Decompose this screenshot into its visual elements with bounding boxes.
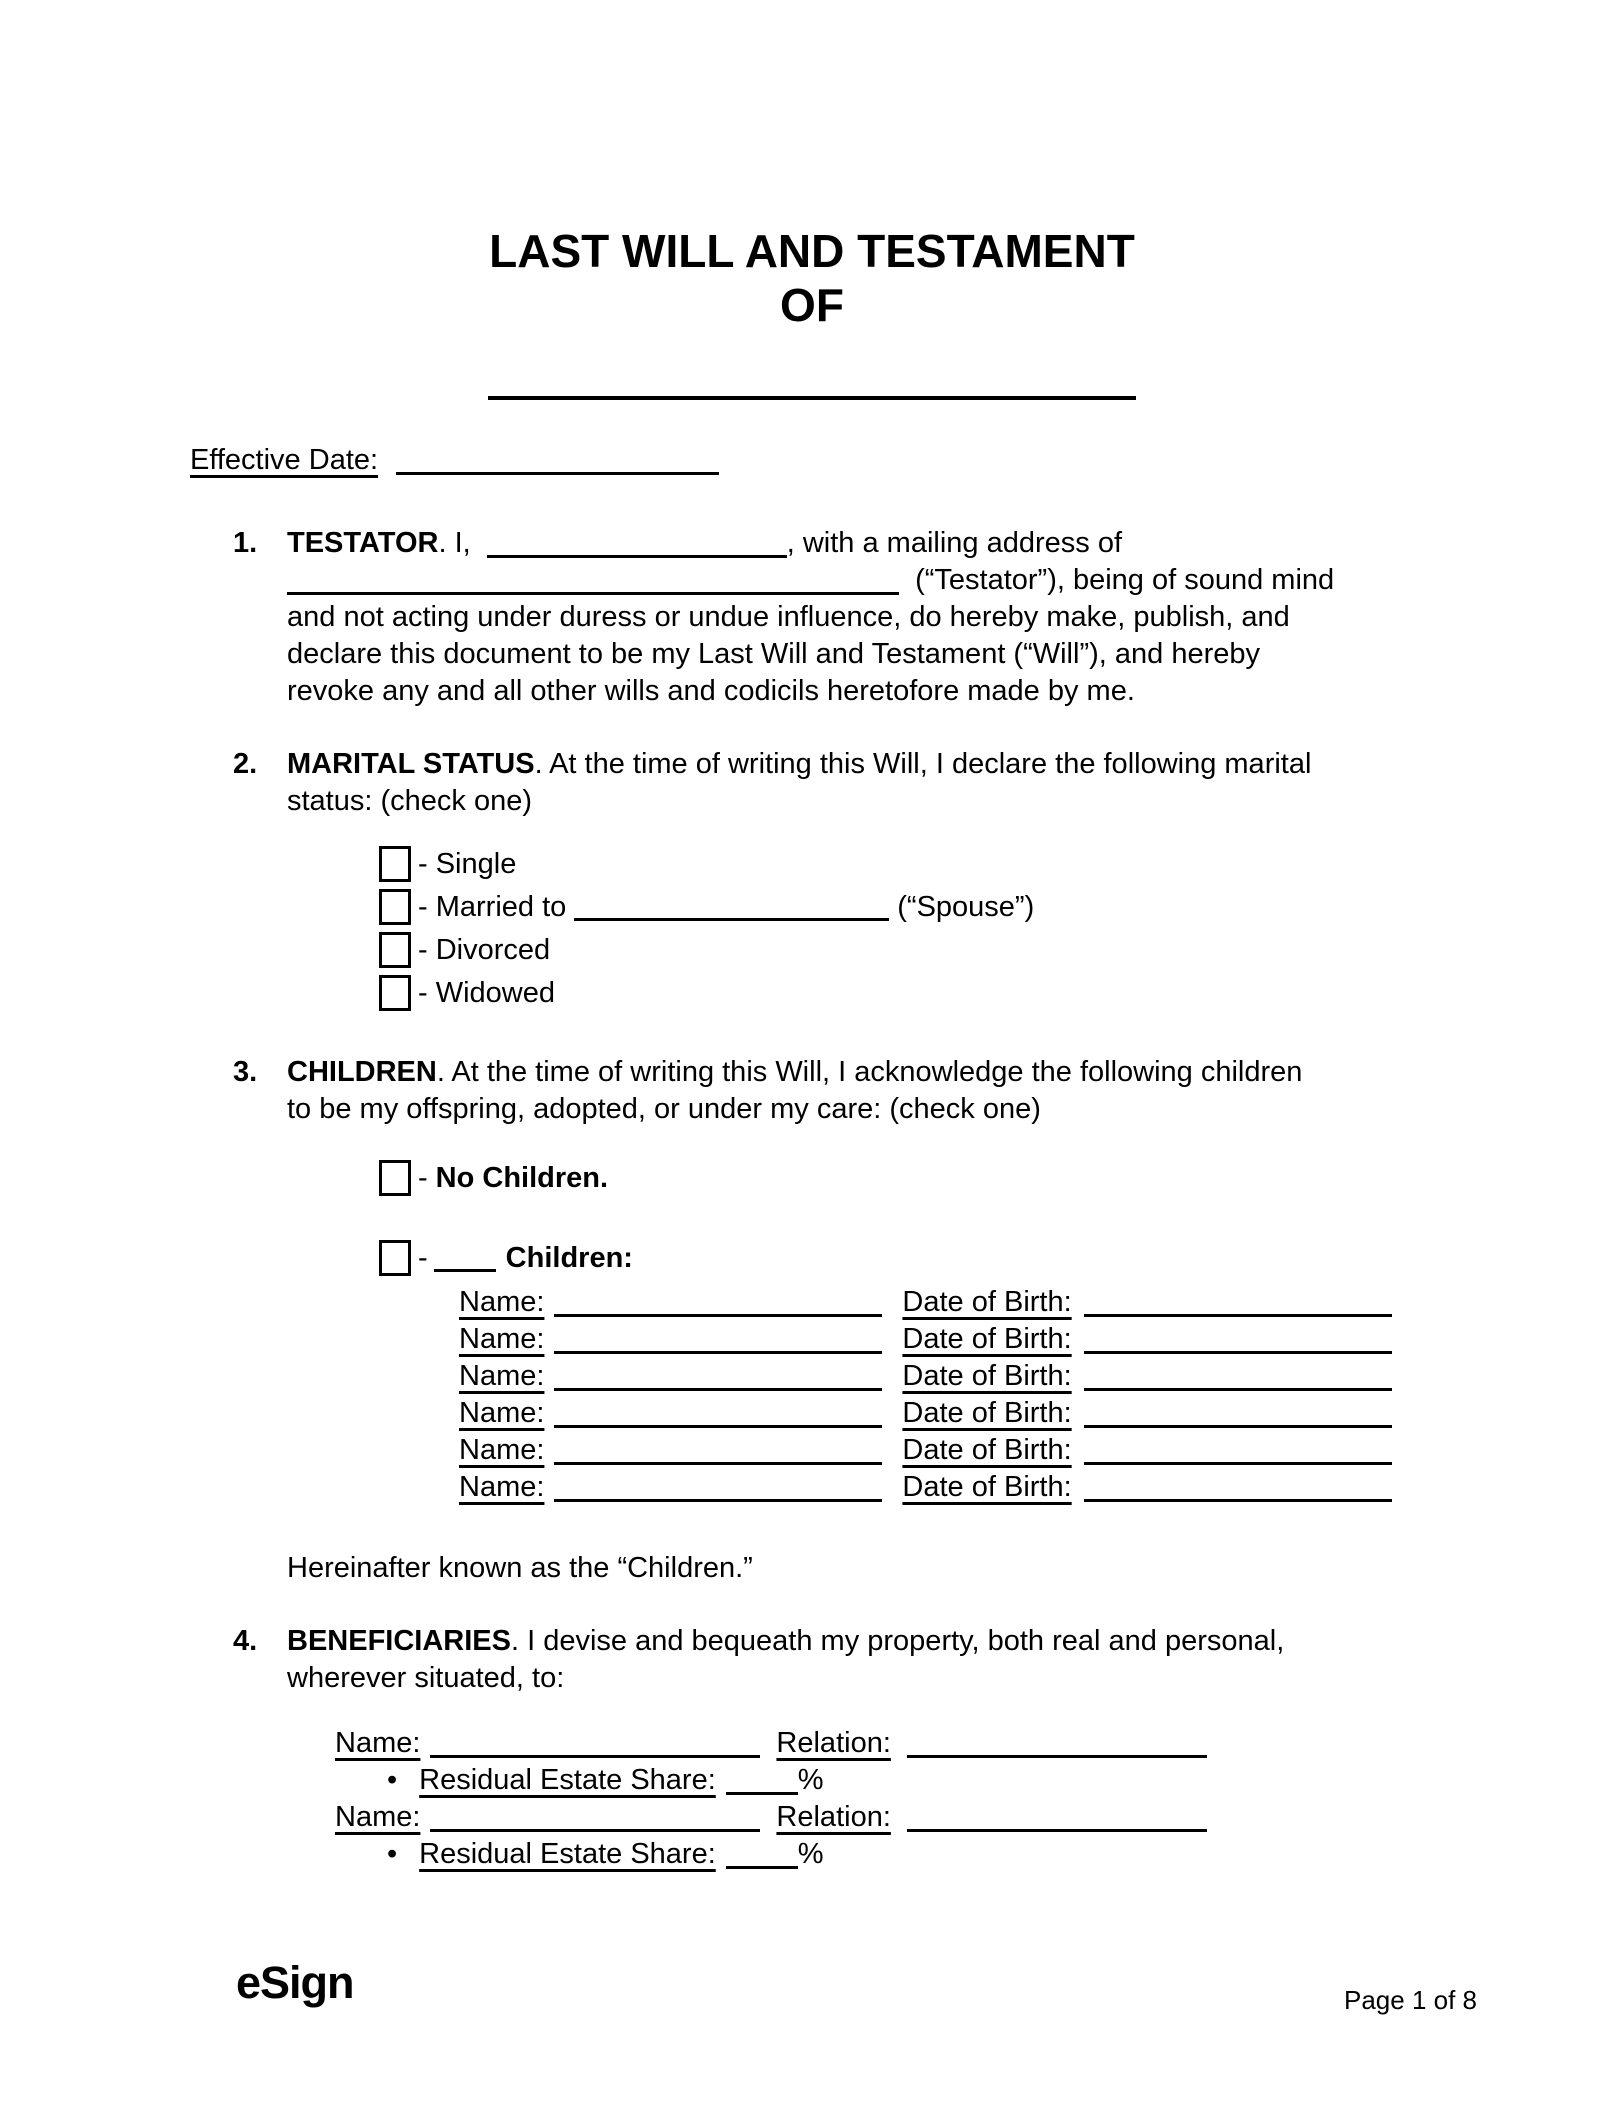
section-number: 4. — [233, 1625, 258, 1657]
beneficiary-name-blank[interactable] — [430, 1731, 760, 1758]
beneficiary-relation-label: Relation: — [776, 1801, 891, 1833]
testator-line-2 — [287, 562, 1485, 599]
child-dob-label: Date of Birth: — [902, 1323, 1072, 1355]
child-name-blank[interactable] — [554, 1401, 882, 1428]
checkbox-divorced[interactable] — [379, 932, 411, 968]
beneficiary-relation-label: Relation: — [776, 1727, 891, 1759]
title-line-1: LAST WILL AND TESTAMENT — [489, 225, 1135, 277]
percent-sign: % — [797, 1764, 824, 1796]
child-dob-blank[interactable] — [1084, 1364, 1392, 1391]
beneficiary-list — [335, 1725, 1485, 1873]
child-row — [459, 1321, 1485, 1358]
residual-share-label: Residual Estate Share: — [419, 1764, 716, 1796]
hereinafter-note: Hereinafter known as the “Children.” — [287, 1552, 753, 1584]
children-options — [379, 1160, 1485, 1276]
marital-heading: MARITAL STATUS — [287, 748, 535, 780]
checkbox-no-children[interactable] — [379, 1160, 411, 1196]
option-has-children — [379, 1240, 1485, 1276]
esign-logo: eSign — [236, 1957, 354, 2008]
child-row — [459, 1432, 1485, 1469]
beneficiary-name-blank[interactable] — [430, 1805, 760, 1832]
testator-line2-tail: (“Testator”), being of sound mind — [915, 564, 1335, 596]
section-children — [233, 1054, 1485, 1587]
child-dob-label: Date of Birth: — [902, 1360, 1072, 1392]
testator-line-5: revoke any and all other wills and codicils heretofore made by me. — [287, 675, 1135, 707]
residual-share-label: Residual Estate Share: — [419, 1838, 716, 1870]
children-table — [459, 1284, 1485, 1506]
bullet-icon: • — [387, 1838, 398, 1870]
testator-heading: TESTATOR — [287, 527, 439, 559]
children-count-blank[interactable] — [434, 1245, 496, 1272]
effective-date-label: Effective Date: — [190, 444, 379, 476]
marital-option-single — [379, 846, 1485, 882]
married-label: - Married to — [418, 890, 567, 923]
child-dob-blank[interactable] — [1084, 1290, 1392, 1317]
marital-line-2: status: (check one) — [287, 785, 532, 817]
effective-date-blank[interactable] — [396, 448, 719, 475]
document-title — [0, 0, 1624, 332]
child-name-label: Name: — [459, 1471, 545, 1503]
child-dob-label: Date of Birth: — [902, 1434, 1072, 1466]
testator-line-3: and not acting under duress or undue influence, do hereby make, publish, and — [287, 601, 1290, 633]
effective-date-row — [190, 442, 1624, 479]
section-number: 1. — [233, 527, 258, 559]
residual-share-row — [387, 1836, 1485, 1873]
mailing-address-blank[interactable] — [287, 568, 899, 595]
section-marital-status — [233, 746, 1485, 1018]
residual-share-row — [387, 1762, 1485, 1799]
beneficiaries-line-1 — [287, 1623, 1485, 1660]
testator-name-inline-blank[interactable] — [487, 531, 787, 558]
residual-share-blank[interactable] — [726, 1768, 798, 1795]
child-name-blank[interactable] — [554, 1327, 882, 1354]
marital-line-1 — [287, 746, 1485, 783]
child-row — [459, 1284, 1485, 1321]
residual-share-blank[interactable] — [726, 1842, 798, 1869]
checkbox-has-children[interactable] — [379, 1240, 411, 1276]
page-number-indicator: Page 1 of 8 — [1344, 1985, 1477, 2015]
children-count-label: Children: — [505, 1241, 633, 1274]
percent-sign: % — [797, 1838, 824, 1870]
child-name-label: Name: — [459, 1397, 545, 1429]
beneficiary-row — [335, 1725, 1485, 1762]
beneficiary-name-label: Name: — [335, 1801, 421, 1833]
beneficiaries-line1-tail: . I devise and bequeath my property, both real and personal, — [510, 1625, 1285, 1657]
bullet-icon: • — [387, 1764, 398, 1796]
beneficiary-relation-blank[interactable] — [907, 1731, 1207, 1758]
dash: - — [418, 1241, 428, 1274]
section-number: 3. — [233, 1056, 258, 1088]
option-no-children — [379, 1160, 1485, 1196]
testator-line-4: declare this document to be my Last Will and Testament (“Will”), and hereby — [287, 638, 1260, 670]
child-name-label: Name: — [459, 1434, 545, 1466]
testator-intro: . I, — [438, 527, 471, 559]
children-line-2: to be my offspring, adopted, or under my care: (check one) — [287, 1093, 1041, 1125]
sections — [233, 525, 1485, 1873]
testator-line1-tail: , with a mailing address of — [786, 527, 1123, 559]
child-name-label: Name: — [459, 1360, 545, 1392]
children-heading: CHILDREN — [287, 1056, 437, 1088]
child-dob-blank[interactable] — [1084, 1327, 1392, 1354]
divorced-label: - Divorced — [418, 933, 551, 966]
beneficiary-relation-blank[interactable] — [907, 1805, 1207, 1832]
child-row — [459, 1358, 1485, 1395]
widowed-label: - Widowed — [418, 976, 555, 1009]
child-name-label: Name: — [459, 1323, 545, 1355]
beneficiaries-line-2: wherever situated, to: — [287, 1662, 565, 1694]
beneficiaries-heading: BENEFICIARIES — [287, 1625, 511, 1657]
child-dob-blank[interactable] — [1084, 1401, 1392, 1428]
title-line-2: OF — [780, 279, 844, 331]
child-dob-label: Date of Birth: — [902, 1397, 1072, 1429]
child-name-blank[interactable] — [554, 1290, 882, 1317]
children-line1-tail: . At the time of writing this Will, I acknowledge the following children — [436, 1056, 1303, 1088]
section-testator — [233, 525, 1485, 710]
spouse-name-blank[interactable] — [574, 894, 889, 921]
marital-line1-tail: . At the time of writing this Will, I declare the following marital — [534, 748, 1312, 780]
child-row — [459, 1469, 1485, 1506]
children-line-1 — [287, 1054, 1485, 1091]
testator-line-1 — [287, 525, 1485, 562]
beneficiary-row — [335, 1799, 1485, 1836]
single-label: - Single — [418, 847, 517, 880]
child-dob-label: Date of Birth: — [902, 1471, 1072, 1503]
child-name-label: Name: — [459, 1286, 545, 1318]
beneficiary-name-label: Name: — [335, 1727, 421, 1759]
child-row — [459, 1395, 1485, 1432]
marital-option-divorced — [379, 932, 1485, 968]
child-dob-blank[interactable] — [1084, 1475, 1392, 1502]
section-number: 2. — [233, 748, 258, 780]
testator-name-blank[interactable] — [488, 396, 1136, 400]
dash: - — [418, 1161, 428, 1194]
checkbox-married[interactable] — [379, 889, 411, 925]
no-children-label: No Children. — [435, 1161, 609, 1194]
marital-option-widowed — [379, 975, 1485, 1011]
child-name-blank[interactable] — [554, 1364, 882, 1391]
child-dob-blank[interactable] — [1084, 1438, 1392, 1465]
marital-options — [379, 846, 1485, 1011]
checkbox-single[interactable] — [379, 846, 411, 882]
child-name-blank[interactable] — [554, 1475, 882, 1502]
child-dob-label: Date of Birth: — [902, 1286, 1072, 1318]
marital-option-married — [379, 889, 1485, 925]
child-name-blank[interactable] — [554, 1438, 882, 1465]
spouse-suffix-label: (“Spouse”) — [897, 890, 1035, 923]
section-beneficiaries — [233, 1623, 1485, 1873]
checkbox-widowed[interactable] — [379, 975, 411, 1011]
